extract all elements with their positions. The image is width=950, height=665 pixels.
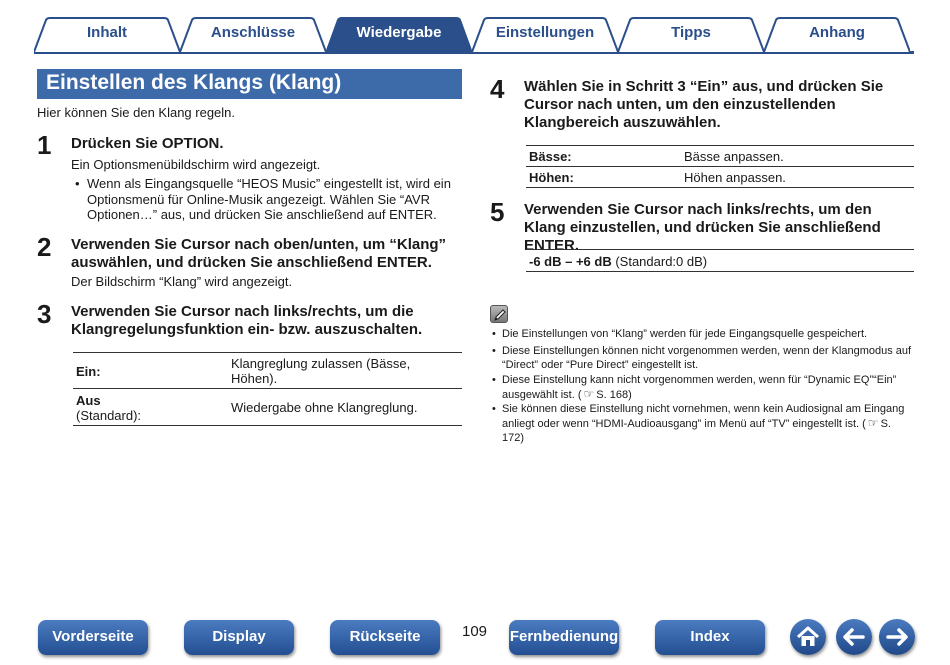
table-row bbox=[526, 146, 914, 167]
step-2-text: Der Bildschirm “Klang” wird angezeigt. bbox=[71, 274, 293, 289]
step-3-table bbox=[73, 352, 462, 426]
forward-button[interactable] bbox=[879, 619, 915, 655]
range-default: (Standard:0 dB) bbox=[611, 253, 708, 269]
nav-index-button[interactable]: Index bbox=[655, 620, 765, 655]
note-text: Diese Einstellungen können nicht vorgenommen werden, wenn der Klangmodus auf “Direct” oder “Pure Direct” eingestellt ist. bbox=[502, 345, 912, 371]
table-row bbox=[526, 250, 914, 272]
step-3-number: 3 bbox=[37, 299, 52, 329]
step-5-number: 5 bbox=[490, 197, 505, 227]
table-key: Höhen: bbox=[526, 167, 681, 188]
section-intro: Hier können Sie den Klang regeln. bbox=[37, 105, 236, 120]
note-text: Diese Einstellung kann nicht vorgenommen werden, wenn für “Dynamic EQ”“Ein” ausgewählt ist. bbox=[502, 374, 897, 401]
table-key: Ein: bbox=[73, 353, 228, 389]
step-1-number: 1 bbox=[37, 130, 52, 160]
section-title: Einstellen des Klangs (Klang) bbox=[46, 71, 342, 94]
page-number: 109 bbox=[462, 623, 488, 640]
tab-label: Inhalt bbox=[87, 24, 127, 41]
tab-inhalt[interactable] bbox=[34, 17, 180, 53]
step-5-range-table bbox=[526, 249, 914, 272]
step-1-text: Ein Optionsmenübildschirm wird angezeigt. bbox=[71, 157, 321, 172]
step-5-heading: Verwenden Sie Cursor nach links/rechts, um den Klang einzustellen, und drücken Sie anschließend ENTER. bbox=[524, 201, 881, 254]
table-key-sub: (Standard): bbox=[76, 407, 142, 423]
step-4-table bbox=[526, 145, 914, 188]
table-key-cell bbox=[73, 389, 228, 426]
section-title-bar bbox=[37, 69, 462, 99]
tab-label: Einstellungen bbox=[495, 24, 595, 41]
tab-anschluesse[interactable] bbox=[180, 17, 326, 53]
nav-display-button[interactable]: Display bbox=[184, 620, 294, 655]
step-3-heading: Verwenden Sie Cursor nach links/rechts, um die Klangregelungsfunktion ein- bzw. auszuschalten. bbox=[71, 303, 423, 338]
tab-label: Tipps bbox=[671, 24, 711, 41]
nav-rueckseite-button[interactable]: Rückseite bbox=[330, 620, 440, 655]
table-value: Wiedergabe ohne Klangreglung. bbox=[228, 389, 462, 426]
step-4-heading: Wählen Sie in Schritt 3 “Ein” aus, und drücken Sie Cursor nach unten, um den einzustellenden Klangbereich auszuwählen. bbox=[524, 78, 884, 131]
table-row bbox=[526, 167, 914, 188]
note-text: Die Einstellungen von “Klang” werden für jede Eingangsquelle gespeichert. bbox=[502, 328, 868, 340]
table-row bbox=[73, 389, 462, 426]
step-2-heading: Verwenden Sie Cursor nach oben/unten, um “Klang” auswählen, und drücken Sie anschließend ENTER. bbox=[71, 236, 447, 271]
step-4-number: 4 bbox=[490, 74, 505, 104]
tab-bar bbox=[34, 17, 914, 54]
table-value: Bässe anpassen. bbox=[681, 146, 914, 167]
range-value: -6 dB – +6 dB bbox=[529, 253, 612, 269]
step-1-heading: Drücken Sie OPTION. bbox=[71, 135, 224, 152]
page-reference-link[interactable]: S. 168 bbox=[596, 389, 629, 401]
step-2-number: 2 bbox=[37, 232, 52, 262]
table-row bbox=[73, 353, 462, 389]
note-item bbox=[490, 344, 915, 372]
pencil-note-icon bbox=[490, 305, 508, 323]
table-key: Bässe: bbox=[526, 146, 681, 167]
home-icon bbox=[790, 619, 826, 655]
pointing-hand-icon: ☞ bbox=[583, 387, 595, 401]
page-reference-link[interactable]: S. 172 bbox=[502, 418, 891, 444]
step-1-bullet: • Wenn als Eingangsquelle “HEOS Music” eingestellt ist, wird ein Optionsmenü für Online-Musik angezeigt. Wählen Sie “AVR Optionen…” aus, und drücken Sie anschließend auf ENTER. bbox=[71, 176, 456, 223]
note-item: • Sie können diese Einstellung nicht vornehmen, wenn kein Audiosignal am Eingang anliegt oder wenn “HDMI-Audioausgang” im Menü auf “TV” eingestellt ist. ( ☞ S. 172) bbox=[490, 402, 915, 445]
tab-label: Wiedergabe bbox=[356, 24, 442, 41]
tab-tipps[interactable] bbox=[618, 17, 764, 53]
tab-einstellungen[interactable] bbox=[472, 17, 618, 53]
table-value: Klangreglung zulassen (Bässe, Höhen). bbox=[228, 353, 462, 389]
note-item bbox=[490, 327, 915, 341]
nav-fernbedienung-button[interactable]: Fernbedienung bbox=[509, 620, 619, 655]
tab-label: Anschlüsse bbox=[210, 24, 296, 41]
pointing-hand-icon: ☞ bbox=[867, 416, 879, 430]
back-button[interactable] bbox=[836, 619, 872, 655]
arrow-right-icon bbox=[879, 619, 915, 655]
arrow-left-icon bbox=[836, 619, 872, 655]
note-item: • Diese Einstellung kann nicht vorgenommen werden, wenn für “Dynamic EQ”“Ein” ausgewählt ist. ( ☞ S. 168) bbox=[490, 373, 915, 402]
nav-vorderseite-button[interactable]: Vorderseite bbox=[38, 620, 148, 655]
range-cell bbox=[526, 250, 914, 272]
tab-label: Anhang bbox=[809, 24, 865, 41]
table-key: Aus bbox=[76, 392, 101, 408]
tab-anhang[interactable] bbox=[764, 17, 910, 53]
table-value: Höhen anpassen. bbox=[681, 167, 914, 188]
tab-wiedergabe[interactable] bbox=[326, 17, 472, 53]
note-text: Sie können diese Einstellung nicht vornehmen, wenn kein Audiosignal am Eingang anliegt oder wenn “HDMI-Audioausgang” im Menü auf “TV” eingestellt ist. bbox=[502, 403, 905, 430]
home-button[interactable] bbox=[790, 619, 826, 655]
